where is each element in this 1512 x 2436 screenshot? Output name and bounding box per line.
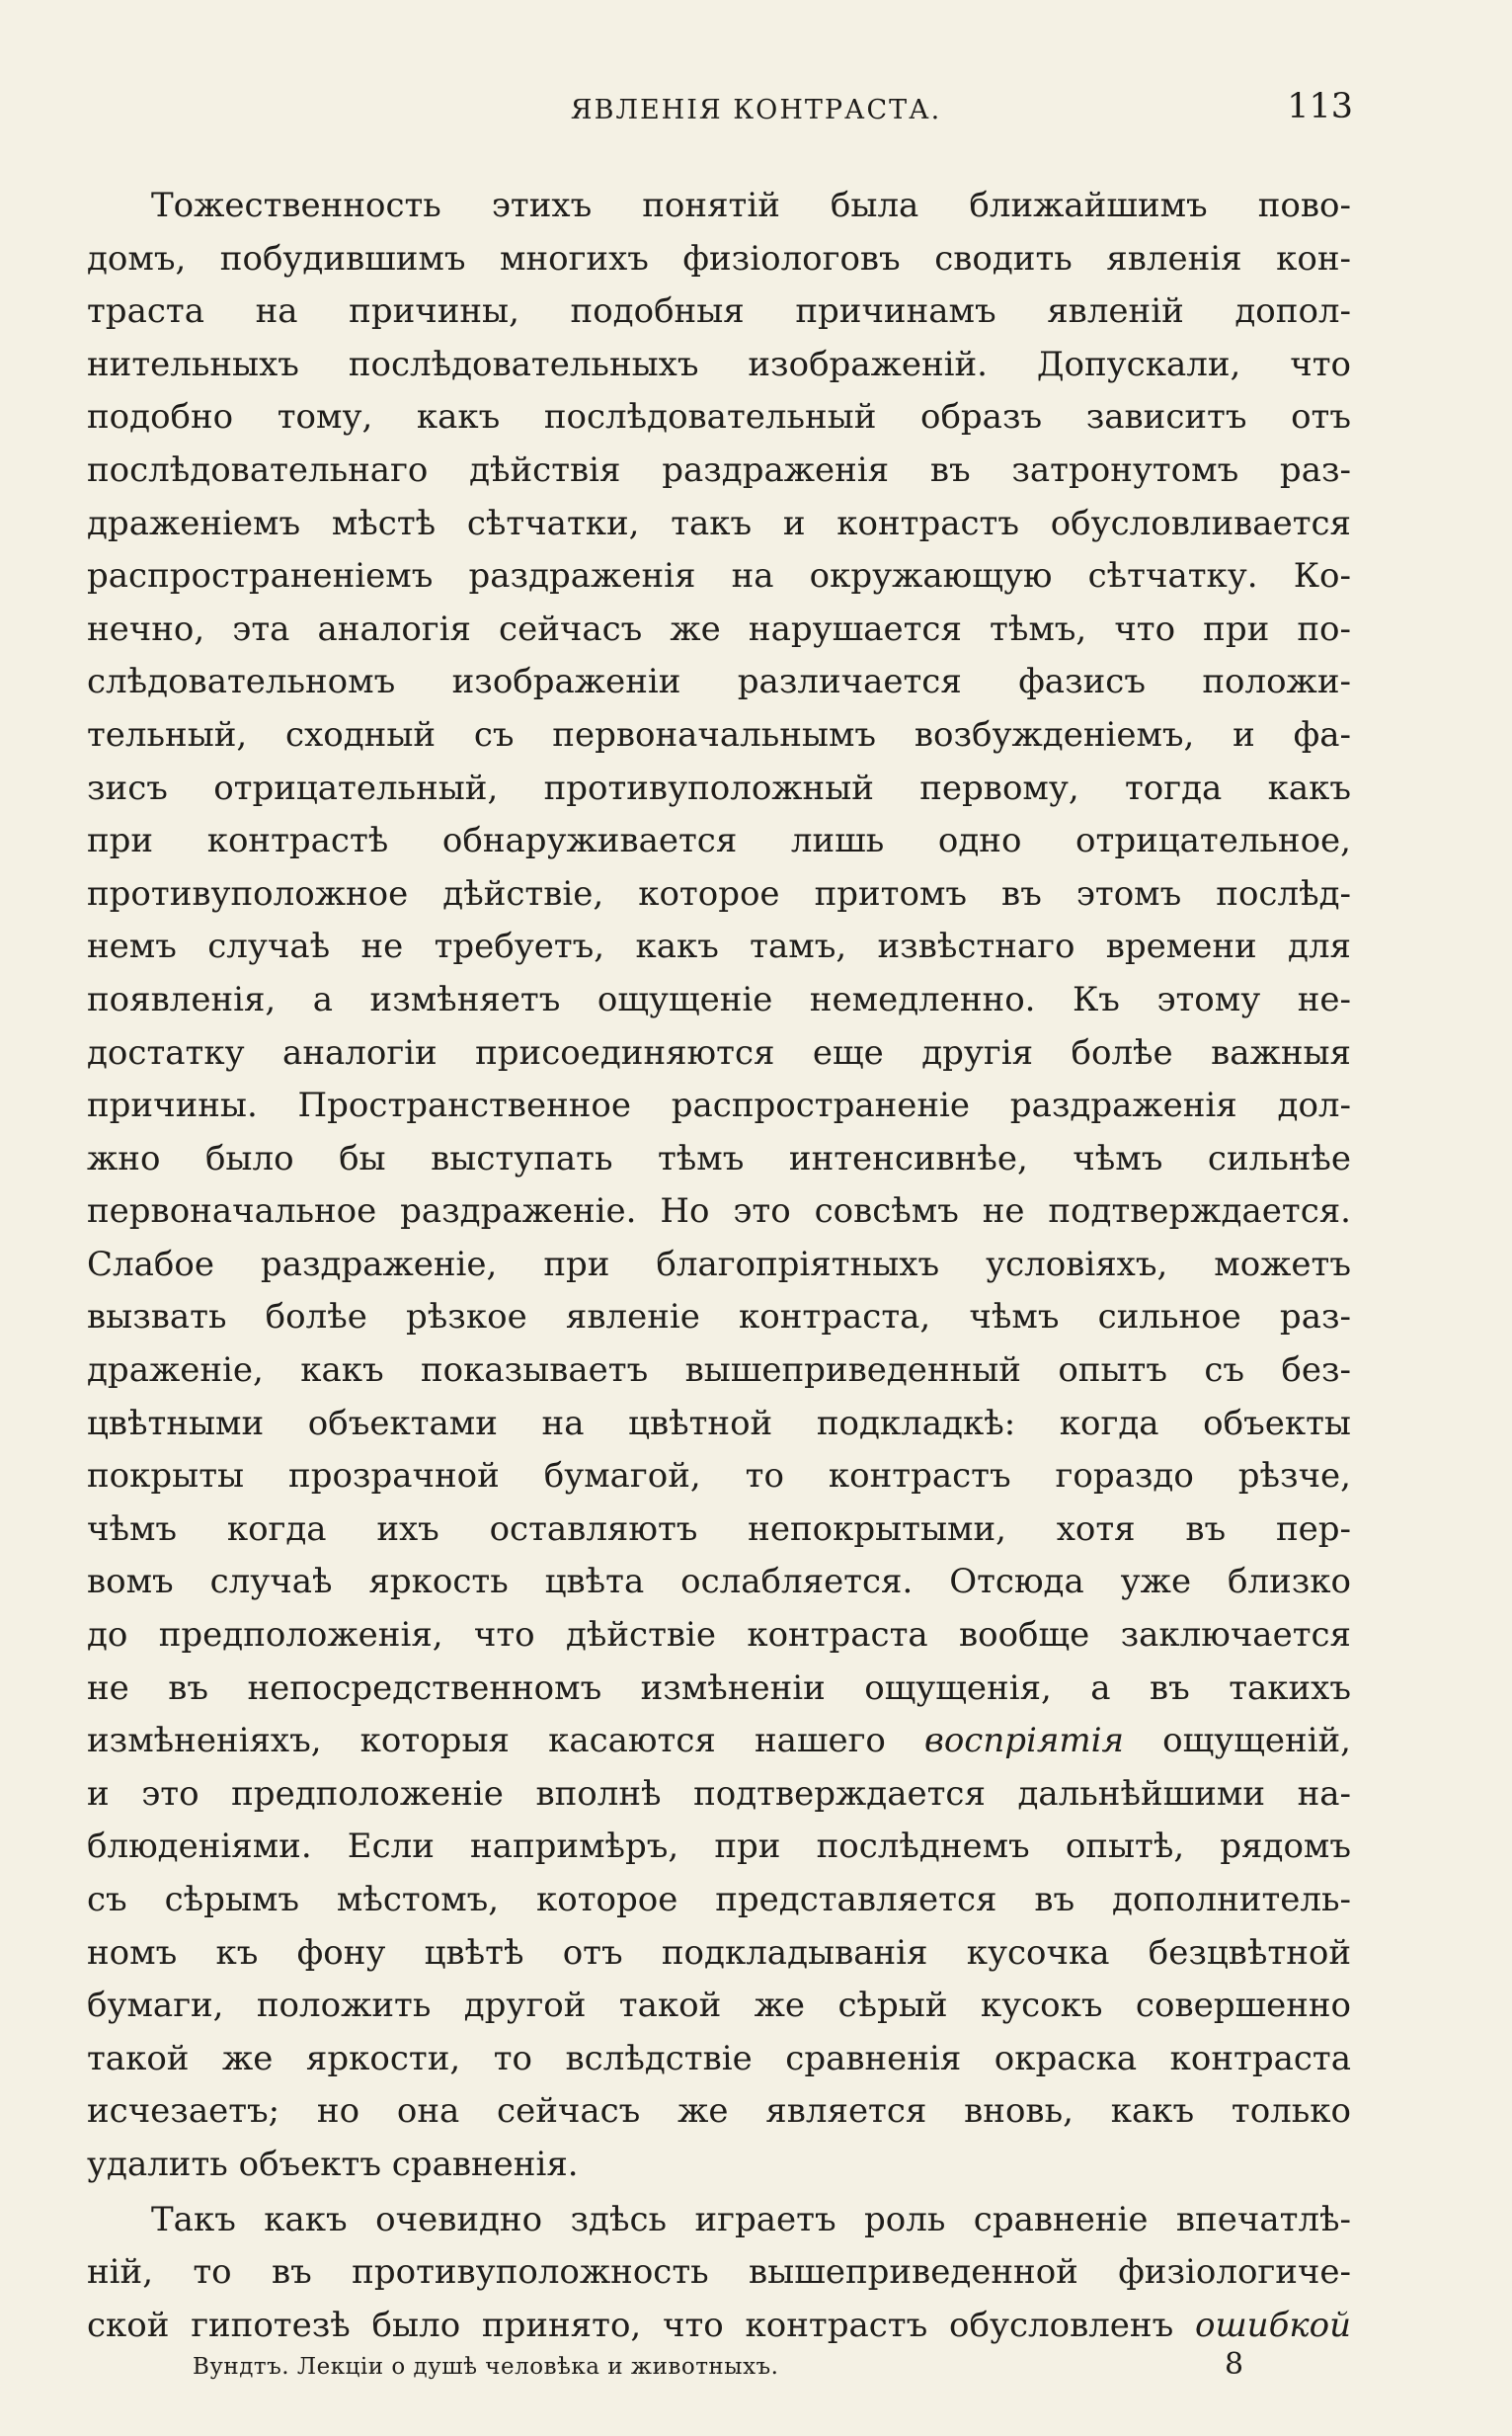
text-line: цвѣтными объектами на цвѣтной подкладкѣ: когда объекты bbox=[87, 1403, 1351, 1443]
text-line: драженіе, какъ показываетъ вышеприведенный опытъ съ без- bbox=[87, 1350, 1351, 1391]
text-line: до предположенія, что дѣйствіе контраста вообще заключается bbox=[87, 1615, 1351, 1656]
text-line: номъ къ фону цвѣтѣ отъ подкладыванія кусочка безцвѣтной bbox=[87, 1932, 1351, 1973]
text-segment: ощущеній, bbox=[1124, 1721, 1351, 1761]
text-line: тельный, сходный съ первоначальнымъ возбужденіемъ, и фа- bbox=[87, 714, 1351, 755]
text-line: противуположное дѣйствіе, которое притомъ въ этомъ послѣд- bbox=[87, 873, 1351, 914]
text-line: исчезаетъ; но она сейчасъ же является вновь, какъ только bbox=[87, 2091, 1351, 2132]
text-line: не въ непосредственномъ измѣненіи ощущенія, а въ такихъ bbox=[87, 1667, 1351, 1708]
text-line: Такъ какъ очевидно здѣсь играетъ роль сравненіе впечатлѣ- bbox=[151, 2199, 1351, 2239]
text-line: зисъ отрицательный, противуположный первому, тогда какъ bbox=[87, 768, 1351, 808]
text-segment: ской гипотезѣ было принято, что контрастъ обусловленъ bbox=[87, 2305, 1195, 2345]
text-line: такой же яркости, то вслѣдствіе сравненія окраска контраста bbox=[87, 2038, 1351, 2078]
text-line-with-italic bbox=[87, 2300, 1351, 2353]
paragraph-2 bbox=[87, 2194, 1351, 2353]
text-line: распространеніемъ раздраженія на окружающую сѣтчатку. Ко- bbox=[87, 556, 1351, 597]
text-line: драженіемъ мѣстѣ сѣтчатки, такъ и контрастъ обусловливается bbox=[87, 503, 1351, 543]
text-line: блюденіями. Если напримѣръ, при послѣднемъ опытѣ, рядомъ bbox=[87, 1827, 1351, 1867]
text-line: бумаги, положить другой такой же сѣрый кусокъ совершенно bbox=[87, 1986, 1351, 2026]
paragraph-1 bbox=[87, 180, 1351, 2192]
italic-term: воспріятія bbox=[924, 1721, 1125, 1761]
signature-line: Вундтъ. Лекціи о душѣ человѣка и животныхъ. bbox=[193, 2354, 779, 2380]
text-line: первоначальное раздраженіе. Но это совсѣмъ не подтверждается. bbox=[87, 1191, 1351, 1232]
running-header: ЯВЛЕНІЯ КОНТРАСТА. bbox=[570, 95, 942, 125]
text-line: покрыты прозрачной бумагой, то контрастъ гораздо рѣзче, bbox=[87, 1456, 1351, 1497]
text-segment: измѣненіяхъ, которыя касаются нашего bbox=[87, 1721, 925, 1761]
text-line: появленія, а измѣняетъ ощущеніе немедленно. Къ этому не- bbox=[87, 979, 1351, 1019]
text-line: нечно, эта аналогія сейчасъ же нарушается тѣмъ, что при по- bbox=[87, 609, 1351, 649]
text-line: немъ случаѣ не требуетъ, какъ тамъ, извѣстнаго времени для bbox=[87, 927, 1351, 967]
text-line: достатку аналогіи присоединяются еще другія болѣе важныя bbox=[87, 1032, 1351, 1073]
text-line: траста на причины, подобныя причинамъ явленій допол- bbox=[87, 291, 1351, 332]
sheet-number: 8 bbox=[1225, 2347, 1244, 2382]
text-line: слѣдовательномъ изображеніи различается фазисъ положи- bbox=[87, 662, 1351, 702]
text-line: вызвать болѣе рѣзкое явленіе контраста, чѣмъ сильное раз- bbox=[87, 1297, 1351, 1338]
text-line: Тожественность этихъ понятій была ближайшимъ пово- bbox=[151, 186, 1351, 225]
text-line: съ сѣрымъ мѣстомъ, которое представляется въ дополнитель- bbox=[87, 1880, 1351, 1919]
text-line-with-italic bbox=[87, 1715, 1351, 1768]
page-number: 113 bbox=[1287, 87, 1353, 126]
text-line: подобно тому, какъ послѣдовательный образъ зависитъ отъ bbox=[87, 397, 1351, 438]
text-line: удалить объектъ сравненія. bbox=[87, 2144, 579, 2184]
text-line: причины. Пространственное распространеніе раздраженія дол- bbox=[87, 1086, 1351, 1126]
italic-term: ошибкой bbox=[1195, 2305, 1351, 2345]
body-text bbox=[87, 180, 1351, 2352]
text-line: вомъ случаѣ яркость цвѣта ослабляется. Отсюда уже близко bbox=[87, 1562, 1351, 1602]
text-line: Слабое раздраженіе, при благопріятныхъ условіяхъ, можетъ bbox=[87, 1244, 1351, 1284]
text-line: и это предположеніе вполнѣ подтверждается дальнѣйшими на- bbox=[87, 1773, 1351, 1814]
text-line: нительныхъ послѣдовательныхъ изображеній. Допускали, что bbox=[87, 344, 1351, 384]
text-line: домъ, побудившимъ многихъ физіологовъ сводить явленія кон- bbox=[87, 238, 1351, 279]
text-line: при контрастѣ обнаруживается лишь одно отрицательное, bbox=[87, 821, 1351, 861]
text-line: жно было бы выступать тѣмъ интенсивнѣе, чѣмъ сильнѣе bbox=[87, 1138, 1351, 1178]
text-line: чѣмъ когда ихъ оставляютъ непокрытыми, хотя въ пер- bbox=[87, 1508, 1351, 1549]
text-line: послѣдовательнаго дѣйствія раздраженія въ затронутомъ раз- bbox=[87, 449, 1351, 490]
text-line: ній, то въ противуположность вышеприведенной физіологиче- bbox=[87, 2252, 1351, 2293]
